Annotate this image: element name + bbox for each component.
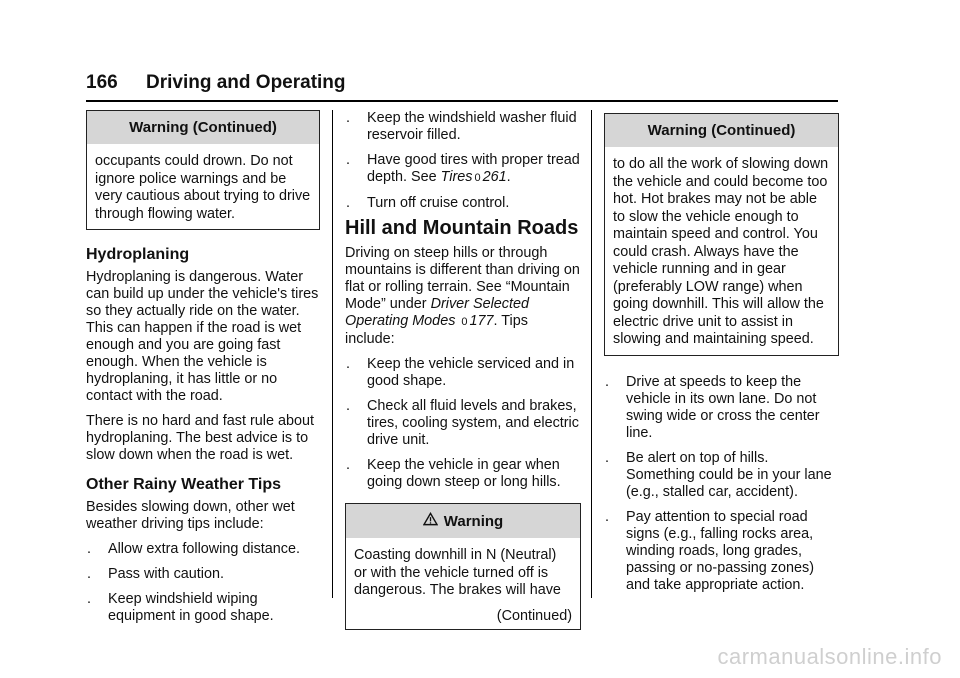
- page-ref-arrow-icon: 0: [461, 316, 468, 328]
- list-item: [345, 398, 581, 449]
- list-item-text: Allow extra following distance.: [108, 541, 300, 557]
- hill-tips-list: [345, 356, 581, 491]
- list-item-text: Have good tires with proper tread depth. See: [367, 152, 580, 185]
- warning-title: Warning: [443, 513, 504, 530]
- bullet-mark: .: [346, 356, 350, 372]
- bullet-mark: .: [346, 195, 350, 211]
- paragraph-text: Driving on steep hills or through mountains is different than driving on flat or rolling terrain. See “Mountain Mode” under: [345, 245, 580, 312]
- list-item-text: Pass with caution.: [108, 566, 224, 582]
- bullet-mark: .: [346, 457, 350, 473]
- list-item: [604, 374, 839, 442]
- hydroplaning-paragraph-2: There is no hard and fast rule about hydroplaning. The best advice is to slow down when the road is wet.: [86, 413, 314, 463]
- warning-title: Warning (Continued): [605, 114, 838, 147]
- list-item-text: Check all fluid levels and brakes, tires, cooling system, and electric drive unit.: [367, 398, 579, 448]
- continued-label: (Continued): [496, 607, 572, 624]
- driver-modes-link[interactable]: Driver Selected Operating Modes: [345, 296, 529, 329]
- list-item-text: Keep the windshield washer fluid reservoir filled.: [367, 110, 577, 143]
- warning-text: occupants could drown. Do not ignore police warnings and be very cautious about trying to drive through flowing water.: [95, 153, 311, 222]
- column-1: [86, 110, 320, 633]
- column-divider: [591, 110, 592, 598]
- paragraph-text: . Tips include:: [345, 313, 528, 347]
- list-item-text: Pay attention to special road signs (e.g., falling rocks area, winding roads, long grades, passing or no-passing zones) and take appropriate action.: [626, 508, 814, 593]
- warning-box-continued: [604, 113, 839, 356]
- bullet-mark: .: [87, 591, 91, 607]
- bullet-mark: .: [605, 508, 609, 525]
- warning-text: Coasting downhill in N (Neutral) or with the vehicle turned off is dangerous. The brakes will have: [354, 547, 561, 598]
- column-2: [345, 110, 581, 646]
- list-item: [345, 195, 581, 212]
- warning-triangle-icon: [423, 512, 438, 530]
- list-item: [345, 356, 581, 390]
- hill-tips-continued-list: [604, 374, 839, 594]
- column-3: [604, 113, 839, 602]
- bullet-mark: .: [605, 449, 609, 466]
- wet-tips-continued-list: [345, 110, 581, 212]
- warning-box-continued: [86, 110, 320, 230]
- warning-title: Warning (Continued): [87, 111, 319, 144]
- list-item: [604, 509, 839, 594]
- warning-box: [345, 503, 581, 630]
- bullet-mark: .: [346, 398, 350, 414]
- page-ref-arrow-icon: 0: [474, 172, 481, 184]
- column-divider: [332, 110, 333, 598]
- list-item-text: Drive at speeds to keep the vehicle in its own lane. Do not swing wide or cross the center line.: [626, 373, 820, 441]
- bullet-mark: .: [346, 110, 350, 126]
- bullet-mark: .: [605, 373, 609, 390]
- list-item: . Have good tires with proper tread depth. See Tires 0 261.: [346, 152, 580, 185]
- list-item: [345, 457, 581, 491]
- list-item: [345, 110, 581, 144]
- bullet-mark: .: [87, 541, 91, 557]
- driver-modes-page-link[interactable]: 177: [469, 313, 494, 329]
- rainy-tips-list: [86, 541, 320, 625]
- list-item-text: Keep the vehicle in gear when going down steep or long hills.: [367, 457, 561, 490]
- hydroplaning-paragraph-1: Hydroplaning is dangerous. Water can build up under the vehicle's tires so they actually ride on the water. This can happen if the road is wet enough and you are going fast enough. When the vehicle is hydroplaning, it has little or no contact with the road.: [86, 269, 319, 404]
- list-item: [86, 541, 320, 558]
- list-item-text: Keep windshield wiping equipment in good shape.: [108, 591, 274, 624]
- list-item-text: Be alert on top of hills. Something could be in your lane (e.g., stalled car, accident).: [626, 449, 832, 500]
- warning-text: to do all the work of slowing down the vehicle and could become too hot. Hot brakes may not be able to slow the vehicle enough to maintain speed and control. You could crash. Always have the vehicle running and in gear (preferably LOW range) when going downhill. This will allow the electric drive unit to assist in slowing and maintaining speed.: [613, 156, 829, 347]
- warning-title-row: [346, 504, 580, 538]
- rainy-tips-heading: Other Rainy Weather Tips: [86, 476, 282, 493]
- hill-mountain-paragraph: [345, 245, 581, 348]
- section-title: Driving and Operating: [146, 72, 346, 93]
- bullet-mark: .: [87, 566, 91, 582]
- list-item: [86, 566, 320, 583]
- hill-mountain-heading: Hill and Mountain Roads: [345, 217, 579, 239]
- tires-link[interactable]: Tires: [440, 169, 473, 185]
- watermark: carmanualsonline.info: [717, 644, 942, 669]
- list-item-text: Turn off cruise control.: [367, 195, 510, 211]
- page-header: [86, 70, 838, 102]
- list-item: [604, 450, 839, 501]
- list-item-text: Keep the vehicle serviced and in good shape.: [367, 356, 575, 389]
- bullet-mark: .: [346, 152, 350, 168]
- page-number: 166: [86, 72, 118, 93]
- rainy-tips-intro: Besides slowing down, other wet weather driving tips include:: [86, 499, 295, 532]
- list-item: [86, 591, 320, 625]
- hydroplaning-heading: Hydroplaning: [86, 246, 190, 263]
- tires-page-link[interactable]: 261: [482, 169, 507, 185]
